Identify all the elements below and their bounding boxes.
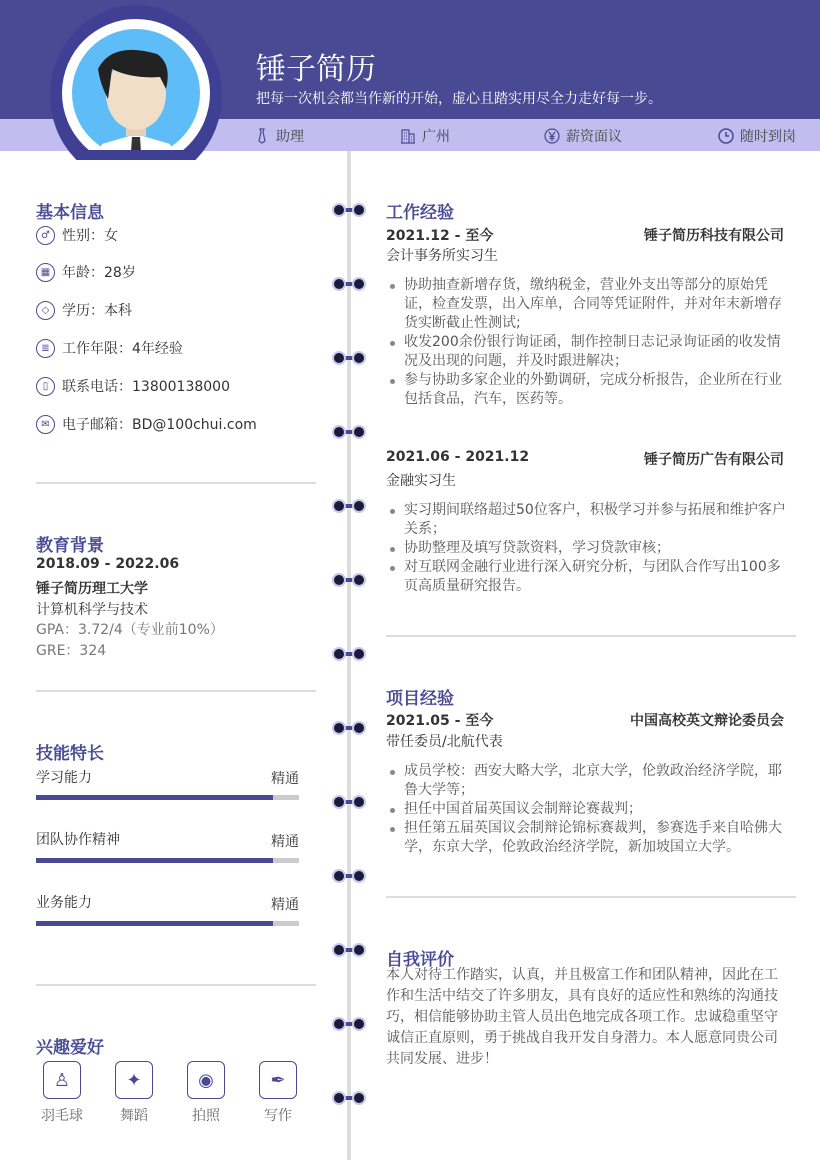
section-title-self: 自我评价 <box>386 950 454 970</box>
info-email <box>36 414 257 434</box>
divider <box>36 690 316 692</box>
tie-icon <box>254 128 270 144</box>
divider <box>36 984 316 986</box>
hobby-photo <box>181 1061 231 1125</box>
job-period: 2021.12 - 至今 <box>386 228 494 244</box>
job-period: 2021.06 - 2021.12 <box>386 449 530 465</box>
binder-ring <box>334 279 364 289</box>
avatar <box>62 19 210 167</box>
bullet: 担任中国首届英国议会制辩论赛裁判； <box>386 800 786 819</box>
skill-level: 精通 <box>271 834 299 850</box>
bullet: 成员学校：西安大略大学，北京大学，伦敦政治经济学院，耶鲁大学等； <box>386 762 786 800</box>
binder-ring <box>334 723 364 733</box>
binder-ring <box>334 1019 364 1029</box>
document-icon: ≣ <box>36 339 55 358</box>
bullet: 收发200余份银行询证函，制作控制日志记录询证函的收发情况及出现的问题，并及时跟进解决； <box>386 333 786 371</box>
section-title-work: 工作经验 <box>386 203 454 223</box>
binder-ring <box>334 797 364 807</box>
clock-icon <box>718 128 734 144</box>
binder-ring <box>334 353 364 363</box>
binder-ring <box>334 427 364 437</box>
tag-label: 广州 <box>422 129 450 145</box>
bullet: 协助整理及填写贷款资料，学习贷款审核； <box>386 539 786 558</box>
skill-name: 学习能力 <box>36 770 92 786</box>
calendar-icon: ▦ <box>36 263 55 282</box>
graduation-cap-icon: ◇ <box>36 301 55 320</box>
info-gender <box>36 225 118 245</box>
gender-icon: ♂ <box>36 226 55 245</box>
quill-icon: ✒ <box>259 1061 297 1099</box>
binder-ring <box>334 575 364 585</box>
project-role: 带任委员/北航代表 <box>386 734 503 750</box>
hobby-writing <box>253 1061 303 1125</box>
binder-ring <box>334 205 364 215</box>
job-role: 会计事务所实习生 <box>386 248 498 264</box>
job-bullets <box>386 501 786 596</box>
info-text: 性别：女 <box>62 228 118 244</box>
info-text: 工作年限：4年经验 <box>62 341 183 357</box>
info-text: 电子邮箱：BD@100chui.com <box>62 417 257 433</box>
building-icon <box>400 128 416 144</box>
binder-ring <box>334 501 364 511</box>
dancer-icon: ✦ <box>115 1061 153 1099</box>
mail-icon: ✉ <box>36 415 55 434</box>
skill-bar <box>36 921 299 926</box>
avatar-illustration <box>62 19 210 167</box>
resume-motto: 把每一次机会都当作新的开始，虚心且踏实用尽全力走好每一步。 <box>256 91 662 107</box>
section-title-project: 项目经验 <box>386 689 454 709</box>
bullet: 担任第五届英国议会制辩论锦标赛裁判，参赛选手来自哈佛大学，东京大学，伦敦政治经济学院，新加坡国立大学。 <box>386 819 786 857</box>
phone-icon: ▯ <box>36 377 55 396</box>
info-text: 学历：本科 <box>62 303 132 319</box>
yen-icon <box>544 128 560 144</box>
binder-ring <box>334 945 364 955</box>
divider <box>386 635 796 637</box>
info-text: 联系电话：13800138000 <box>62 379 230 395</box>
self-evaluation-text: 本人对待工作踏实，认真，并且极富工作和团队精神，因此在工作和生活中结交了许多朋友，具有良好的适应性和熟练的沟通技巧，相信能够协助主管人员出色地完成各项工作。忠诚稳重坚守诚信正直原则，勇于挑战自我开发自身潜力。本人愿意同贵公司共同发展、进步！ <box>386 967 778 1067</box>
info-experience <box>36 338 183 358</box>
skill-level: 精通 <box>271 897 299 913</box>
divider <box>36 482 316 484</box>
job-company: 锤子简历广告有限公司 <box>644 452 784 468</box>
hobby-badminton <box>37 1061 87 1125</box>
hobby-label: 舞蹈 <box>120 1108 148 1124</box>
section-title-education: 教育背景 <box>36 536 104 556</box>
education-school: 锤子简历理工大学 <box>36 581 148 597</box>
skill-bar <box>36 795 299 800</box>
info-phone <box>36 376 230 396</box>
bullet: 参与协助多家企业的外勤调研，完成分析报告，企业所在行业包括食品，汽车，医药等。 <box>386 371 786 409</box>
resume-title: 锤子简历 <box>256 52 376 87</box>
skill-name: 业务能力 <box>36 895 92 911</box>
hobby-dance <box>109 1061 159 1125</box>
education-period: 2018.09 - 2022.06 <box>36 556 180 572</box>
tag-city <box>400 126 450 146</box>
divider <box>386 896 796 898</box>
tag-label: 助理 <box>276 129 304 145</box>
education-gpa: GPA：3.72/4（专业前10%） <box>36 622 224 638</box>
info-degree <box>36 300 132 320</box>
section-title-skills: 技能特长 <box>36 744 104 764</box>
skill-name: 团队协作精神 <box>36 832 120 848</box>
skill-bar-fill <box>36 795 273 800</box>
info-text: 年龄：28岁 <box>62 265 136 281</box>
camera-icon: ◉ <box>187 1061 225 1099</box>
job-role: 金融实习生 <box>386 473 456 489</box>
tag-label: 薪资面议 <box>566 129 622 145</box>
education-major: 计算机科学与技术 <box>36 602 148 618</box>
binder-ring <box>334 649 364 659</box>
tag-label: 随时到岗 <box>740 129 796 145</box>
job-bullets <box>386 276 786 409</box>
bullet: 协助抽查新增存货，缴纳税金，营业外支出等部分的原始凭证，检查发票，出入库单，合同等凭证附件，并对年末新增存货实断截止性测试; <box>386 276 786 333</box>
skill-bar-fill <box>36 921 273 926</box>
job-company: 锤子简历科技有限公司 <box>644 228 784 244</box>
project-org: 中国高校英文辩论委员会 <box>630 713 784 729</box>
project-bullets <box>386 762 786 857</box>
tag-position <box>254 126 304 146</box>
info-age <box>36 262 136 282</box>
education-gre: GRE：324 <box>36 643 107 659</box>
hobby-label: 拍照 <box>192 1108 220 1124</box>
section-title-hobbies: 兴趣爱好 <box>36 1038 104 1058</box>
binder-ring <box>334 871 364 881</box>
project-period: 2021.05 - 至今 <box>386 713 494 729</box>
skill-level: 精通 <box>271 771 299 787</box>
bullet: 对互联网金融行业进行深入研究分析，与团队合作写出100多页高质量研究报告。 <box>386 558 786 596</box>
section-title-basic: 基本信息 <box>36 203 104 223</box>
shuttlecock-icon: ♙ <box>43 1061 81 1099</box>
binder-ring <box>334 1093 364 1103</box>
bullet: 实习期间联络超过50位客户，积极学习并参与拓展和维护客户关系； <box>386 501 786 539</box>
hobby-label: 羽毛球 <box>41 1108 83 1124</box>
tag-salary <box>544 126 622 146</box>
hobby-label: 写作 <box>264 1108 292 1124</box>
tag-availability <box>718 126 796 146</box>
skill-bar <box>36 858 299 863</box>
skill-bar-fill <box>36 858 273 863</box>
